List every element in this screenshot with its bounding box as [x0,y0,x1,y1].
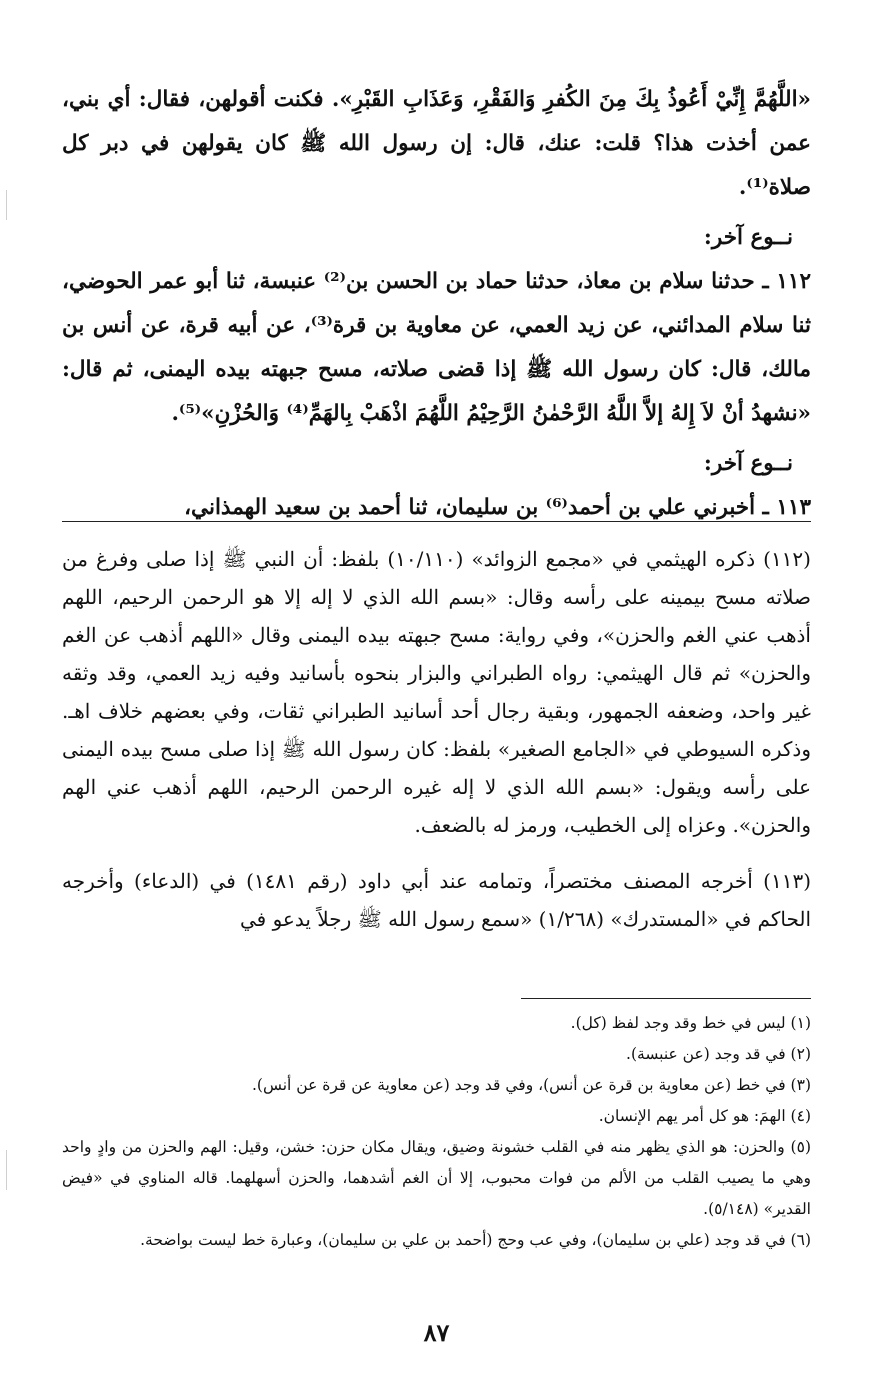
footnote-2: (٢) في قد وجد (عن عنبسة). [626,1045,811,1063]
scan-edge-mark [6,190,7,220]
commentary-112: (١١٢) ذكره الهيثمي في «مجمع الزوائد» (١٠/١١٠) بلفظ: أن النبي ﷺ إذا صلى وفرغ من صلاته مسح بيمينه على رأسه وقال: «بسم الله الذي لا إله إلا هو الرحمن الرحيم، اللهم أذهب عني الغم والحزن»، وفي رواية: مسح جبهته بيده اليمنى وقال «اللهم أذهب عن الغم والحزن» ثم قال الهيثمي: رواه الطبراني والبزار بنحوه بأسانيد وفيه زيد العمي، وقد وثقه غير واحد، وضعفه الجمهور، وبقية رجال أحد أسانيد الطبراني ثقات، وفي بعضهم خلاف اهـ. وذكره السيوطي في «الجامع الصغير» بلفظ: كان رسول الله ﷺ إذا صلى مسح بيده اليمنى على رأسه ويقول: «بسم الله الذي لا إله غيره الرحمن الرحيم، اللهم أذهب عني الهم والحزن». وعزاه إلى الخطيب، ورمز له بالضعف. [62,547,812,837]
commentary-113: (١١٣) أخرجه المصنف مختصراً، وتمامه عند أبي داود (رقم ١٤٨١) في (الدعاء) وأخرجه الحاكم في «المستدرك» (١/٢٦٨) «سمع رسول الله ﷺ رجلاً يدعو في [62,869,811,931]
section-heading: نــوع آخر: [703,225,793,250]
page-number: ٨٧ [423,1318,450,1347]
footnote-1: (١) ليس في خط وقد وجد لفظ (كل). [570,1014,811,1032]
hadith-112: ١١٢ ـ حدثنا سلام بن معاذ، حدثنا حماد بن الحسن بن⁽²⁾ عنبسة، ثنا أبو عمر الحوضي، ثنا سلام المدائني، عن زيد العمي، عن معاوية بن قرة⁽³⁾، عن أبيه قرة، عن أنس بن مالك، قال: كان رسول الله ﷺ إذا قضى صلاته، مسح جبهته بيده اليمنى، ثم قال: «نشهدُ أنْ لاَ إِلهُ إلاَّ اللَّهُ الرَّحْمٰنُ الرَّحِيْمُ اللَّهُمَ اذْهَبْ بِالهَمِّ⁽⁴⁾ وَالحُزْنِ»⁽⁵⁾. [62,269,811,426]
commentary [62,540,811,956]
scan-edge-mark [6,1150,7,1190]
footnote-5: (٥) والحزن: هو الذي يظهر منه في القلب خشونة وضيق، ويقال مكان حزن: خشن، وقيل: الهم والحزن من وادٍ واحد وهي ما يصيب القلب من الألم من فوات محبوب، إلا أن الغم أشدهما، والحزن أسهلهما. قاله المناوي في «فيض القدير» (٥/١٤٨). [62,1138,811,1218]
main-paragraph: «اللَّهُمَّ إِنِّيْ أَعُوذُ بِكَ مِنَ الكُفرِ وَالفَقْرِ، وَعَذَابِ القَبْرِ». فكنت أقولهن، فقال: أي بني، عمن أخذت هذا؟ قلت: عنك، قال: إن رسول الله ﷺ كان يقولهن في دبر كل صلاة⁽¹⁾. [62,87,811,200]
footnotes [62,1008,811,1256]
book-page [62,0,811,1376]
footnote-6: (٦) في قد وجد (علي بن سليمان)، وفي عب وحج (أحمد بن علي بن سليمان)، وعبارة خط ليست بواضحة. [140,1231,811,1249]
footnote-4: (٤) الهمَ: هو كل أمر يهم الإنسان. [598,1107,811,1125]
footnote-3: (٣) في خط (عن معاوية بن قرة عن أنس)، وفي قد وجد (عن معاوية عن قرة عن أنس). [251,1076,811,1094]
section-heading: نــوع آخر: [703,451,793,476]
main-text [62,78,811,530]
section-divider [62,521,811,522]
hadith-113: ١١٣ ـ أخبرني علي بن أحمد⁽⁶⁾ بن سليمان، ثنا أحمد بن سعيد الهمذاني، [184,495,811,520]
footnote-divider [521,998,811,999]
